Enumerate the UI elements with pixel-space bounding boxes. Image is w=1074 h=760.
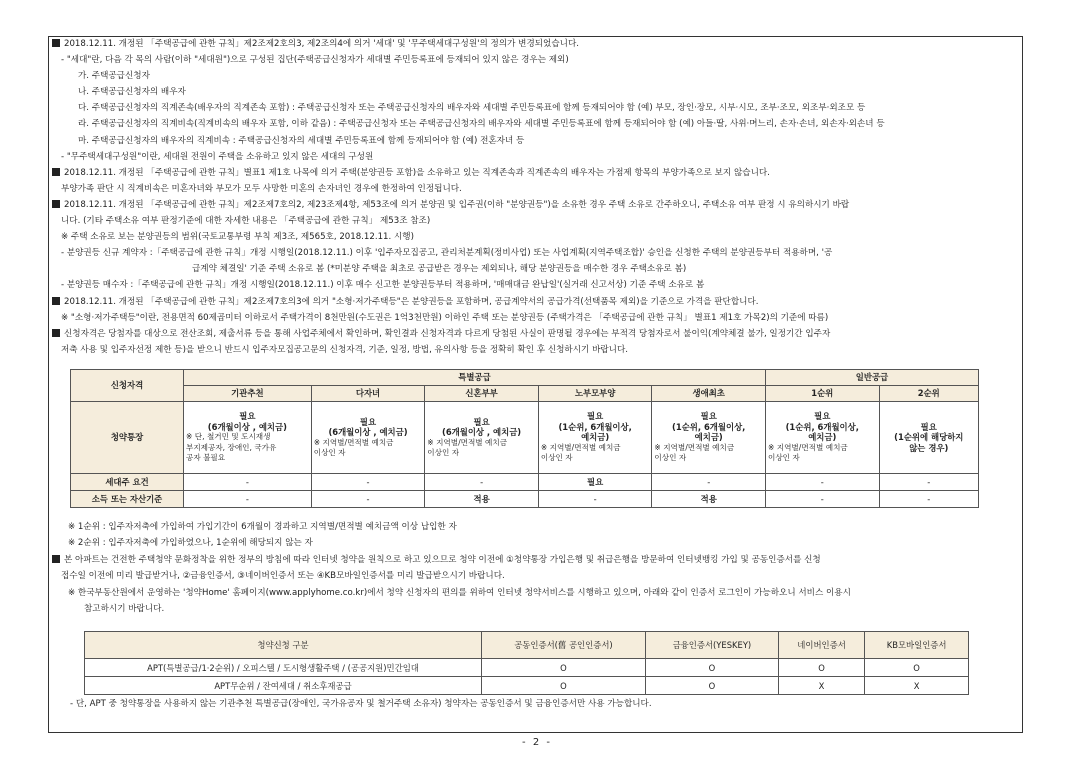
notice-line: 저축 사용 및 입주자선정 제한 등)을 받으니 반드시 입주자모집공고문의 신청자격, 기준, 일정, 방법, 유의사항 등을 정확히 확인 후 신청하시기 바랍니다.: [61, 344, 629, 355]
notice-line: 니다. (기타 주택소유 여부 판정기준에 대한 자세한 내용은 「주택공급에 관한 규칙」 제53조 참조): [61, 216, 431, 227]
table-row: [71, 402, 979, 474]
notice-line: ※ 주택 소유로 보는 분양권등의 범위(국토교통부령 부칙 제3조, 제565호, 2018.12.11. 시행): [61, 232, 414, 243]
table-cell: O: [778, 659, 864, 677]
table-group-header: 일반공급: [765, 370, 978, 386]
table-header-cell: 1순위: [765, 386, 879, 402]
table-cell: O: [865, 659, 969, 677]
note-line: ※ 2순위 : 입주자저축에 가입하였으나, 1순위에 해당되지 않는 자: [68, 538, 313, 549]
notice-line: 급계약 체결일' 기준 주택 소유로 봄 (*미분양 주택을 최초로 공급받은 경우는 제외되나, 해당 분양권등을 매수한 경우 주택소유로 봄): [192, 264, 687, 275]
table-cell: -: [425, 474, 539, 491]
row-label: 소득 또는 자산기준: [71, 491, 184, 508]
table-header-cell: 노부모부양: [538, 386, 652, 402]
table-cell: [184, 402, 312, 474]
table-cell: X: [865, 677, 969, 695]
notice-line: ※ "소형·저가주택등"이란, 전용면적 60제곱미터 이하로서 주택가격이 8천만원(수도권은 1억3천만원) 이하인 주택 또는 분양권등 (주택가격은 「주택공급에 관한 규칙」 별표1 제1호 가목2)의 기준에 따름): [61, 312, 829, 323]
row-label: 세대주 요건: [71, 474, 184, 491]
certificate-table: [84, 631, 969, 695]
table-cell: 적용: [652, 491, 766, 508]
notice-line: 다. 주택공급신청자의 직계존속(배우자의 직계존속 포함) : 주택공급신청자 또는 주택공급신청자의 배우자와 세대별 주민등록표에 함께 등재되어야 함 (예) 부모, 장인·장모, 시부·시모, 조부·조모, 외조부·외조모 등: [78, 103, 866, 114]
notice-line: 라. 주택공급신청자의 직계비속(직계비속의 배우자 포함, 이하 같음) : 주택공급신청자 또는 주택공급신청자의 배우자와 세대별 주민등록표에 함께 등재되어야 함 (예) 아들·딸, 사위·며느리, 손자·손녀, 외손자·외손녀 등: [78, 119, 885, 130]
table-cell: 필요: [538, 474, 652, 491]
table-cell: O: [482, 659, 646, 677]
table-group-header: 특별공급: [184, 370, 766, 386]
cell-main: 필요 (1순위, 6개월이상, 예치금): [672, 411, 746, 443]
table-header-cell: 신청자격: [71, 370, 184, 402]
table-cell: [311, 402, 425, 474]
page-number: - 2 -: [522, 737, 552, 748]
table-cell: [879, 402, 978, 474]
notice-line: 마. 주택공급신청자의 배우자의 직계비속 : 주택공급신청자의 세대별 주민등록표에 함께 등재되어야 함 (예) 전혼자녀 등: [78, 135, 525, 146]
table-cell: -: [538, 491, 652, 508]
notice-line: 가. 주택공급신청자: [78, 71, 150, 82]
cell-note: ※ 지역별/면적별 예치금 이상인 자: [427, 437, 508, 457]
table-header-cell: 신혼부부: [425, 386, 539, 402]
table-row: [71, 491, 979, 508]
table-cell: -: [311, 474, 425, 491]
notice-line: 나. 주택공급신청자의 배우자: [78, 87, 186, 98]
bullet-square-icon: [52, 168, 60, 176]
cell-main: 필요 (1순위, 6개월이상, 예치금): [558, 411, 632, 443]
table-cell: [652, 402, 766, 474]
table-header-cell: 기관추천: [184, 386, 312, 402]
cell-main: 필요 (6개월이상 , 예치금): [442, 416, 522, 437]
table-cell: -: [652, 474, 766, 491]
notice-line: - "세대"란, 다음 각 목의 사람(이하 "세대원")으로 구성된 집단(주택공급신청자가 세대별 주민등록표에 등재되어 있지 않은 경우는 제외): [61, 55, 569, 66]
table-cell: APT무순위 / 잔여세대 / 취소후재공급: [85, 677, 482, 695]
notice-line: 2018.12.11. 개정된 「주택공급에 관한 규칙」별표1 제1호 나목에 의거 주택(분양권등 포함)을 소유하고 있는 직계존속과 직계존속의 배우자는 가점제 항목의 부양가족으로 보지 않습니다.: [52, 165, 1022, 181]
row-label: 청약통장: [71, 402, 184, 474]
cell-main: 필요 (1순위, 6개월이상, 예치금): [785, 411, 859, 443]
table-header-cell: 다자녀: [311, 386, 425, 402]
bullet-square-icon: [52, 200, 60, 208]
note-line: 본 아파트는 건전한 주택청약 문화정착을 위한 정부의 방침에 따라 인터넷 청약을 원칙으로 하고 있으므로 청약 이전에 ①청약통장 가입은행 및 취급은행을 방문하여 인터넷뱅킹 가입 및 공동인증서를 신청: [52, 552, 851, 568]
table-cell: O: [482, 677, 646, 695]
table-header-cell: 생애최초: [652, 386, 766, 402]
table-header-cell: 공동인증서(舊 공인인증서): [482, 632, 646, 659]
notice-line: - 분양권등 신규 계약자 :「주택공급에 관한 규칙」개정 시행일(2018.12.11.) 이후 '입주자모집공고, 관리처분계획(정비사업) 또는 사업계획(지역주택조합)' 승인을 신청한 주택의 분양권등부터 적용하며, '공: [61, 248, 833, 259]
cell-note: ※ 지역별/면적별 예치금 이상인 자: [313, 437, 394, 457]
cell-main: 필요 (1순위에 해당하지 않는 경우): [894, 421, 964, 453]
table-cell: -: [184, 491, 312, 508]
cell-note: ※ 지역별/면적별 예치금 이상인 자: [654, 442, 735, 463]
cell-note: ※ 지역별/면적별 예치금 이상인 자: [540, 442, 621, 463]
note-line: ※ 1순위 : 입주자저축에 가입하여 가입기간이 6개월이 경과하고 지역별/면적별 예치금액 이상 납입한 자: [68, 522, 457, 532]
bullet-square-icon: [52, 329, 60, 337]
table-cell: -: [311, 491, 425, 508]
table-header-cell: 청약신청 구분: [85, 632, 482, 659]
table-cell: -: [765, 491, 879, 508]
table-header-cell: 네이버인증서: [778, 632, 864, 659]
notice-body: [52, 36, 1022, 358]
cell-note: ※ 단, 철거민 및 도시재생 부지제공자, 장애인, 국가유 공자 불필요: [186, 432, 277, 463]
notice-line: 신청자격은 당첨자를 대상으로 전산조회, 제출서류 등을 통해 사업주체에서 확인하며, 확인결과 신청자격과 다르게 당첨된 사실이 판명될 경우에는 부적격 당첨자로서 불이익(계약체결 불가, 일정기간 입주자: [52, 326, 1022, 342]
table-cell: X: [778, 677, 864, 695]
table-row: [85, 677, 969, 695]
footnote: - 단, APT 중 청약통장을 사용하지 않는 기관추천 특별공급(장애인, 국가유공자 및 철거주택 소유자) 청약자는 공동인증서 및 금융인증서만 사용 가능합니다.: [70, 699, 652, 709]
notice-line: 2018.12.11. 개정된 「주택공급에 관한 규칙」제2조제2호의3, 제2조의4에 의거 '세대' 및 '무주택세대구성원'의 정의가 변경되었습니다.: [52, 36, 1022, 52]
table-cell: -: [765, 474, 879, 491]
notice-line: - 분양권등 매수자 :「주택공급에 관한 규칙」개정 시행일(2018.12.11.) 이후 매수 신고한 분양권등부터 적용하며, '매매대금 완납일'(실거래 신고서상) 기준 주택 소유로 봄: [61, 280, 705, 291]
table-cell: [538, 402, 652, 474]
table-cell: -: [184, 474, 312, 491]
table-cell: -: [879, 474, 978, 491]
table-cell: 적용: [425, 491, 539, 508]
notice-line: 2018.12.11. 개정된 「주택공급에 관한 규칙」제2조제7호의3에 의거 "소형·저가주택등"은 분양권등을 포함하며, 공급계약서의 공급가격(선택품목 제외)을 기준으로 가격을 판단합니다.: [52, 294, 1022, 310]
note-line: 접수일 이전에 미리 발급받거나, ②금융인증서, ③네이버인증서 또는 ④KB모바일인증서를 미리 발급받으시기 바랍니다.: [61, 571, 505, 582]
cell-main: 필요 (6개월이상 , 예치금): [328, 416, 408, 437]
table-header-cell: 금융인증서(YESKEY): [645, 632, 778, 659]
eligibility-table: [70, 369, 979, 508]
notice-line: 부양가족 판단 시 직계비속은 미혼자녀와 부모가 모두 사망한 미혼의 손자녀인 경우에 한정하여 인정됩니다.: [61, 183, 462, 194]
notice-line: - "무주택세대구성원"이란, 세대원 전원이 주택을 소유하고 있지 않은 세대의 구성원: [61, 151, 374, 162]
bullet-square-icon: [52, 555, 60, 563]
table-cell: O: [645, 659, 778, 677]
table-cell: [765, 402, 879, 474]
table-cell: O: [645, 677, 778, 695]
table-cell: -: [879, 491, 978, 508]
bullet-square-icon: [52, 39, 60, 47]
table-header-cell: KB모바일인증서: [865, 632, 969, 659]
notice-line: 2018.12.11. 개정된 「주택공급에 관한 규칙」제2조제7호의2, 제23조제4항, 제53조에 의거 분양권 및 입주권(이하 "분양권등")을 소유한 경우 주택 소유로 간주하오니, 주택소유 여부 판정 시 유의하시기 바랍: [52, 197, 1022, 213]
table-header-cell: 2순위: [879, 386, 978, 402]
table-row: [71, 474, 979, 491]
table-cell: APT(특별공급/1·2순위) / 오피스텔 / 도시형생활주택 / (공공지원)민간임대: [85, 659, 482, 677]
cell-main: 필요 (6개월이상 , 예치금): [207, 411, 287, 432]
bullet-square-icon: [52, 297, 60, 305]
notes-section: [52, 519, 851, 617]
table-row: [85, 659, 969, 677]
cell-note: ※ 지역별/면적별 예치금 이상인 자: [767, 442, 848, 463]
table-cell: [425, 402, 539, 474]
note-line: ※ 한국부동산원에서 운영하는 '청약Home' 홈페이지(www.applyhome.co.kr)에서 청약 신청자의 편의를 위하여 인터넷 청약서비스를 시행하고 있으며, 아래와 같이 인증서 로그인이 가능하오니 서비스 이용시: [68, 587, 851, 598]
note-line: 참고하시기 바랍니다.: [84, 604, 165, 615]
